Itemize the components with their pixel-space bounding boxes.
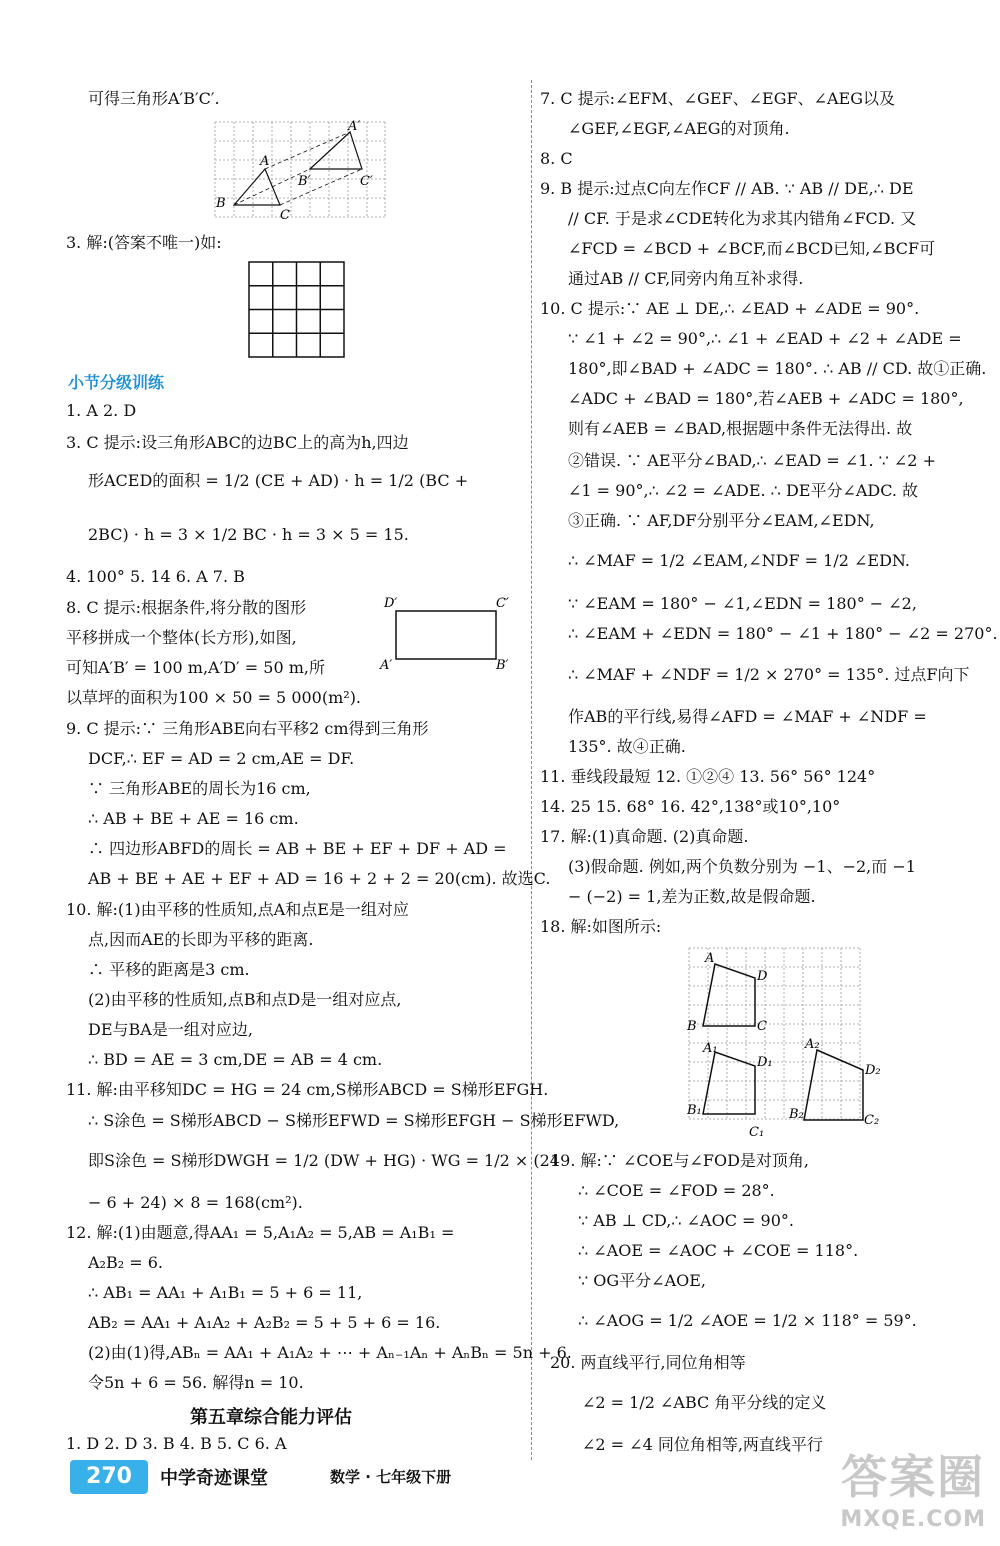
book-subject: 数学 · 七年级下册	[330, 1468, 452, 1486]
figure-label: D₁	[757, 1055, 773, 1070]
text-line: ∵ OG平分∠AOE,	[578, 1271, 707, 1290]
text-line: 9. B 提示:过点C向左作CF // AB. ∵ AB // DE,∴ DE	[540, 179, 914, 198]
text-line: 11. 解:由平移知DC = HG = 24 cm,S梯形ABCD = S梯形EFGH.	[66, 1080, 549, 1099]
text-line: 3. 解:(答案不唯一)如:	[66, 233, 222, 252]
text-line: − 6 + 24) × 8 = 168(cm²).	[88, 1193, 303, 1212]
text-line: 19. 解:∵ ∠COE与∠FOD是对顶角,	[550, 1151, 809, 1170]
text-line: 可得三角形A′B′C′.	[88, 89, 220, 108]
figure-translation-grid	[685, 944, 885, 1142]
text-line: 20. 两直线平行,同位角相等	[550, 1353, 746, 1372]
text-line: − (−2) = 1,差为正数,故是假命题.	[568, 887, 816, 906]
figure-label: D′	[384, 596, 398, 611]
figure-label: A	[705, 951, 715, 966]
text-line: ∴ ∠MAF = 1/2 ∠EAM,∠NDF = 1/2 ∠EDN.	[568, 551, 910, 570]
text-line: ∠1 = 90°,∴ ∠2 = ∠ADE. ∴ DE平分∠ADC. 故	[568, 481, 919, 500]
text-line: 11. 垂线段最短 12. ①②④ 13. 56° 56° 124°	[540, 767, 876, 786]
text-line: ∵ ∠1 + ∠2 = 90°,∴ ∠1 + ∠EAD + ∠2 + ∠ADE =	[568, 329, 962, 348]
text-line: 8. C	[540, 149, 573, 168]
text-line: DCF,∴ EF = AD = 2 cm,AE = DF.	[88, 749, 355, 768]
text-line: ∴ ∠AOE = ∠AOC + ∠COE = 118°.	[578, 1241, 859, 1260]
text-line: ②错误. ∵ AE平分∠BAD,∴ ∠EAD = ∠1. ∵ ∠2 +	[568, 451, 936, 470]
text-line: ∴ ∠AOG = 1/2 ∠AOE = 1/2 × 118° = 59°.	[578, 1311, 917, 1330]
text-line: ∴ ∠COE = ∠FOD = 28°.	[578, 1181, 775, 1200]
text-line: 即S涂色 = S梯形DWGH = 1/2 (DW + HG) · WG = 1/2 × (24	[88, 1151, 560, 1170]
text-line: 8. C 提示:根据条件,将分散的图形	[66, 598, 307, 617]
text-line: AB + BE + AE + EF + AD = 16 + 2 + 2 = 20(cm). 故选C.	[88, 869, 551, 888]
text-line: ∵ AB ⊥ CD,∴ ∠AOC = 90°.	[578, 1211, 794, 1230]
figure-label: A₂	[805, 1037, 820, 1052]
text-line: ∵ 三角形ABE的周长为16 cm,	[88, 779, 311, 798]
text-line: ③正确. ∵ AF,DF分别平分∠EAM,∠EDN,	[568, 511, 875, 530]
text-line: (3)假命题. 例如,两个负数分别为 −1、−2,而 −1	[568, 857, 916, 876]
text-line: // CF. 于是求∠CDE转化为求其内错角∠FCD. 又	[568, 209, 917, 228]
figure-rectangle	[378, 593, 518, 673]
text-line: 2BC) · h = 3 × 1/2 BC · h = 3 × 5 = 15.	[88, 525, 409, 544]
text-line: ∠ADC + ∠BAD = 180°,若∠AEB + ∠ADC = 180°,	[568, 389, 964, 408]
figure-label: C₁	[749, 1125, 765, 1140]
text-line: ∴ ∠EAM + ∠EDN = 180° − ∠1 + 180° − ∠2 = 270°.	[568, 624, 998, 643]
text-line: (2)由(1)得,ABₙ = AA₁ + A₁A₂ + ⋯ + Aₙ₋₁Aₙ + AₙBₙ = 5n + 6.	[88, 1343, 572, 1362]
text-line: 12. 解:(1)由题意,得AA₁ = 5,A₁A₂ = 5,AB = A₁B₁ =	[66, 1223, 455, 1242]
text-line: 135°. 故④正确.	[568, 737, 686, 756]
figure-label: B₂	[789, 1107, 804, 1122]
figure-label: C	[757, 1019, 767, 1034]
text-line: 10. 解:(1)由平移的性质知,点A和点E是一组对应	[66, 900, 409, 919]
text-line: ∠2 = 1/2 ∠ABC 角平分线的定义	[582, 1393, 827, 1412]
text-line: ∴ S涂色 = S梯形ABCD − S梯形EFWD = S梯形EFGH − S梯形EFWD,	[88, 1111, 620, 1130]
text-line: 9. C 提示:∵ 三角形ABE向右平移2 cm得到三角形	[66, 719, 429, 738]
text-line: 可知A′B′ = 100 m,A′D′ = 50 m,所	[66, 658, 325, 677]
chapter-title: 第五章综合能力评估	[190, 1407, 352, 1428]
text-line: 18. 解:如图所示:	[540, 917, 662, 936]
figure-triangle-translation	[210, 117, 390, 222]
figure-label: B	[687, 1019, 697, 1034]
text-line: ∴ 四边形ABFD的周长 = AB + BE + EF + DF + AD =	[88, 839, 507, 858]
page-number: 270	[70, 1460, 148, 1494]
figure-label: C′	[496, 596, 509, 611]
watermark-line2: MXQE.COM	[840, 1507, 986, 1532]
text-line: 3. C 提示:设三角形ABC的边BC上的高为h,四边	[66, 433, 409, 452]
text-line: 180°,即∠BAD + ∠ADC = 180°. ∴ AB // CD. 故①正确.	[568, 359, 987, 378]
text-line: 则有∠AEB = ∠BAD,根据题中条件无法得出. 故	[568, 419, 913, 438]
figure-label: C	[280, 208, 290, 222]
text-line: DE与BA是一组对应边,	[88, 1020, 253, 1039]
section-title: 小节分级训练	[68, 373, 165, 392]
figure-label: A′	[380, 658, 393, 673]
column-divider	[531, 80, 532, 1460]
watermark-line1: 答案圈	[841, 1450, 986, 1504]
text-line: 10. C 提示:∵ AE ⊥ DE,∴ ∠EAD + ∠ADE = 90°.	[540, 299, 920, 318]
text-line: (2)由平移的性质知,点B和点D是一组对应点,	[88, 990, 402, 1009]
text-line: 4. 100° 5. 14 6. A 7. B	[66, 567, 245, 586]
text-line: 1. D 2. D 3. B 4. B 5. C 6. A	[66, 1434, 287, 1453]
figure-label: D	[757, 969, 768, 984]
figure-label: A	[260, 154, 270, 169]
figure-label: B′	[298, 174, 311, 189]
text-line: 通过AB // CF,同旁内角互补求得.	[568, 269, 804, 288]
text-line: 平移拼成一个整体(长方形),如图,	[66, 628, 297, 647]
text-line: ∴ AB₁ = AA₁ + A₁B₁ = 5 + 6 = 11,	[88, 1283, 363, 1302]
text-line: ∴ BD = AE = 3 cm,DE = AB = 4 cm.	[88, 1050, 383, 1069]
text-line: 令5n + 6 = 56. 解得n = 10.	[88, 1373, 304, 1392]
text-line: ∠GEF,∠EGF,∠AEG的对顶角.	[568, 119, 790, 138]
text-line: ∠FCD = ∠BCD + ∠BCF,而∠BCD已知,∠BCF可	[568, 239, 936, 258]
text-line: 形ACED的面积 = 1/2 (CE + AD) · h = 1/2 (BC +	[88, 471, 469, 490]
text-line: AB₂ = AA₁ + A₁A₂ + A₂B₂ = 5 + 5 + 6 = 16.	[88, 1313, 441, 1332]
text-line: 点,因而AE的长即为平移的距离.	[88, 930, 314, 949]
text-line: ∴ 平移的距离是3 cm.	[88, 960, 250, 979]
figure-label: D₂	[865, 1063, 881, 1078]
text-line: ∠2 = ∠4 同位角相等,两直线平行	[582, 1435, 823, 1454]
figure-label: C′	[360, 174, 373, 189]
watermark	[840, 1441, 986, 1532]
figure-label: B	[216, 196, 226, 211]
figure-label: A₁	[703, 1041, 718, 1056]
text-line: 7. C 提示:∠EFM、∠GEF、∠EGF、∠AEG以及	[540, 89, 896, 108]
text-line: 1. A 2. D	[66, 401, 137, 420]
figure-label: C₂	[864, 1113, 880, 1128]
text-line: A₂B₂ = 6.	[88, 1253, 163, 1272]
figure-label: A′	[348, 119, 361, 134]
text-line: 17. 解:(1)真命题. (2)真命题.	[540, 827, 749, 846]
text-line: ∴ ∠MAF + ∠NDF = 1/2 × 270° = 135°. 过点F向下	[568, 665, 970, 684]
book-title: 中学奇迹课堂	[160, 1468, 268, 1489]
text-line: ∵ ∠EAM = 180° − ∠1,∠EDN = 180° − ∠2,	[568, 594, 917, 613]
figure-label: B′	[496, 658, 509, 673]
figure-grid-cut	[247, 260, 347, 360]
figure-label: B₁	[687, 1103, 702, 1118]
text-line: 作AB的平行线,易得∠AFD = ∠MAF + ∠NDF =	[568, 707, 927, 726]
text-line: 以草坪的面积为100 × 50 = 5 000(m²).	[66, 688, 362, 707]
text-line: 14. 25 15. 68° 16. 42°,138°或10°,10°	[540, 797, 841, 816]
text-line: ∴ AB + BE + AE = 16 cm.	[88, 809, 299, 828]
